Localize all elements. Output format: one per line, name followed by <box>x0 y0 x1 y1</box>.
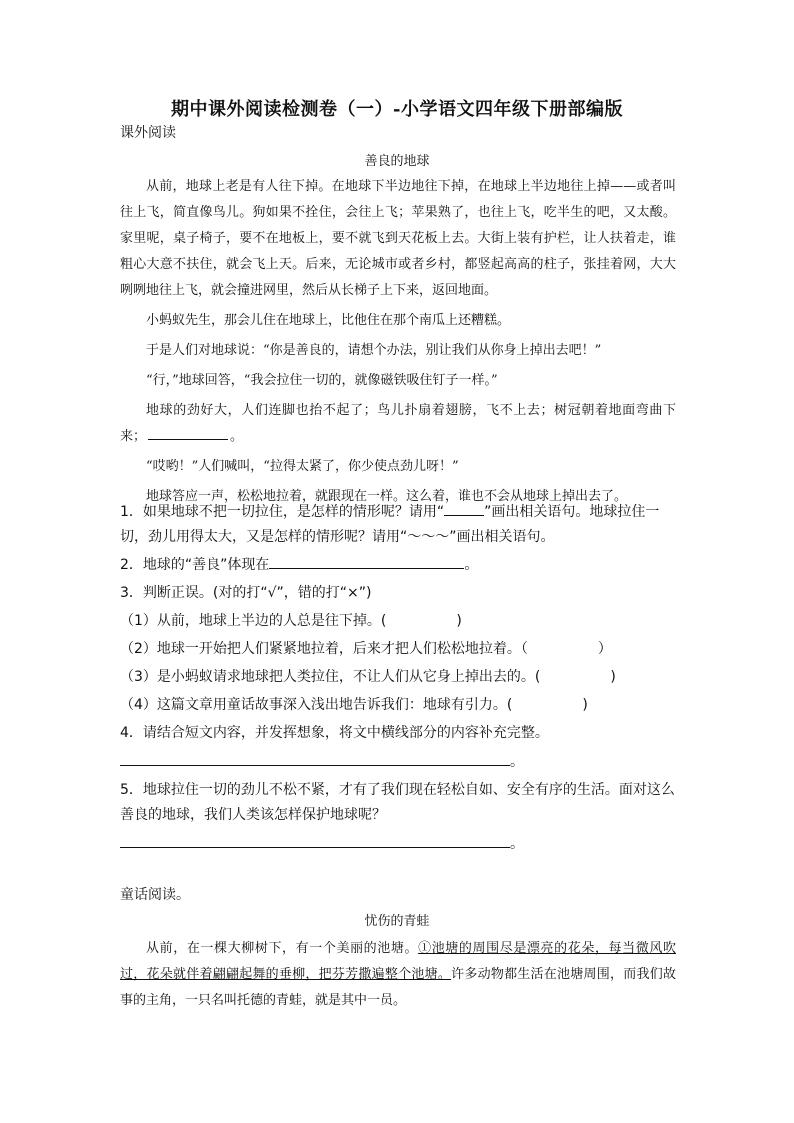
question-1 <box>120 500 680 550</box>
judge-item-1 <box>120 609 680 634</box>
answer-blank[interactable] <box>269 555 464 569</box>
fill-in-blank[interactable] <box>148 425 228 440</box>
question-text: 。 <box>464 557 479 573</box>
story-paragraph: 于是人们对地球说：“你是善良的，请想个办法，别让我们从你身上掉出去吧！” <box>146 343 602 358</box>
section-heading-extracurricular: 课外阅读 <box>120 125 176 141</box>
judge-text: （1）从前，地球上半边的人总是往下掉。( <box>120 613 387 629</box>
paren-close: ) <box>456 613 462 629</box>
question-text: 2．地球的“善良”体现在 <box>120 557 270 573</box>
story-title-kind-earth: 善良的地球 <box>364 154 430 169</box>
judge-item-2 <box>120 637 680 662</box>
question-2 <box>120 553 680 578</box>
story-paragraph: 小蚂蚁先生，那会儿住在地球上，比他住在那个南瓜上还糟糕。 <box>146 313 511 328</box>
page-title: 期中课外阅读检测卷（一）-小学语文四年级下册部编版 <box>171 99 623 120</box>
period: 。 <box>510 836 524 852</box>
underline-symbol <box>444 502 484 516</box>
question-5: 5．地球拉住一切的劲儿不松不紧，才有了我们现在轻松自如、安全有序的生活。面对这么善良的地球，我们人类该怎样保护地球呢？ <box>120 782 675 823</box>
story-kind-earth <box>120 174 676 514</box>
underlined-sentence: ①池塘的周围尽是漂亮的花朵，每当微风吹过，花朵就伴着翩翩起舞的垂柳，把芬芳撒遍整个池塘。 <box>120 941 676 982</box>
question-4: 4．请结合短文内容，并发挥想象，将文中横线部分的内容补充完整。 <box>120 725 549 741</box>
judge-text: （4）这篇文章用童话故事深入浅出地告诉我们：地球有引力。( <box>120 697 513 713</box>
paren-close: ） <box>597 641 612 657</box>
paren-close: ) <box>610 669 616 685</box>
story-text: 地球的劲好大，人们连脚也抬不起了；鸟儿扑扇着翅膀，飞不上去；树冠朝着地面弯曲下来； <box>120 403 676 444</box>
question-3: 3．判断正误。(对的打“√”，错的打“×”) <box>120 585 372 601</box>
paren-close: ) <box>582 697 588 713</box>
period: 。 <box>510 754 524 770</box>
story-paragraph: “行，”地球回答，“我会拉住一切的，就像磁铁吸住钉子一样。” <box>146 373 498 388</box>
question-list <box>120 500 680 860</box>
story-paragraph <box>120 936 676 1014</box>
answer-line[interactable] <box>120 749 510 766</box>
story-paragraph <box>120 398 676 450</box>
question-text: 1．如果地球不把一切拉住，是怎样的情形呢？请用“ <box>120 504 445 520</box>
story-paragraph: 从前，地球上老是有人往下掉。在地球下半边地往下掉，在地球上半边地往上掉——或者叫往上飞，简直像鸟儿。狗如果不拴住，会往上飞；苹果熟了，也往上飞，吃半生的吧，又太酸。家里呢，桌子椅子，要不在地板上，要不就飞到天花板上去。大街上装有护栏，让人扶着走，谁粗心大意不扶住，就会飞上天。后来，无论城市或者乡村，都竖起高高的柱子，张挂着网，大大咧咧地往上飞，就会撞进网里，然后从长梯子上下来，返回地面。 <box>120 179 676 298</box>
story-sad-frog <box>120 936 676 1014</box>
story-text: 。 <box>230 429 244 444</box>
judge-item-4 <box>120 693 680 718</box>
story-text: 从前，在一棵大柳树下，有一个美丽的池塘。 <box>146 941 419 956</box>
answer-row-5 <box>120 831 680 857</box>
question-text: ”画出相关语句。地球拉住一切，劲儿用得太大，又是怎样的情形呢？请用“～～～”画出相关语句。 <box>120 504 660 545</box>
story-text: 许多动物都生活在池塘周围，而我们故事的主角，一只名叫托德的青蛙，就是其中一员。 <box>120 967 676 1008</box>
judge-item-3 <box>120 665 680 690</box>
judge-text: （2）地球一开始把人们紧紧地拉着，后来才把人们松松地拉着。（ <box>120 641 528 657</box>
story-title-sad-frog: 忧伤的青蛙 <box>364 914 430 929</box>
section-heading-fairy-tale: 童话阅读。 <box>120 887 190 903</box>
answer-row-4 <box>120 749 680 775</box>
story-paragraph: “哎哟！”人们喊叫，“拉得太紧了，你少使点劲儿呀！” <box>146 459 459 474</box>
answer-line[interactable] <box>120 831 510 848</box>
story-paragraph: 地球答应一声，松松地拉着，就跟现在一样。这么着，谁也不会从地球上掉出去了。 <box>146 489 628 504</box>
judge-text: （3）是小蚂蚁请求地球把人类拉住，不让人们从它身上掉出去的。( <box>120 669 541 685</box>
